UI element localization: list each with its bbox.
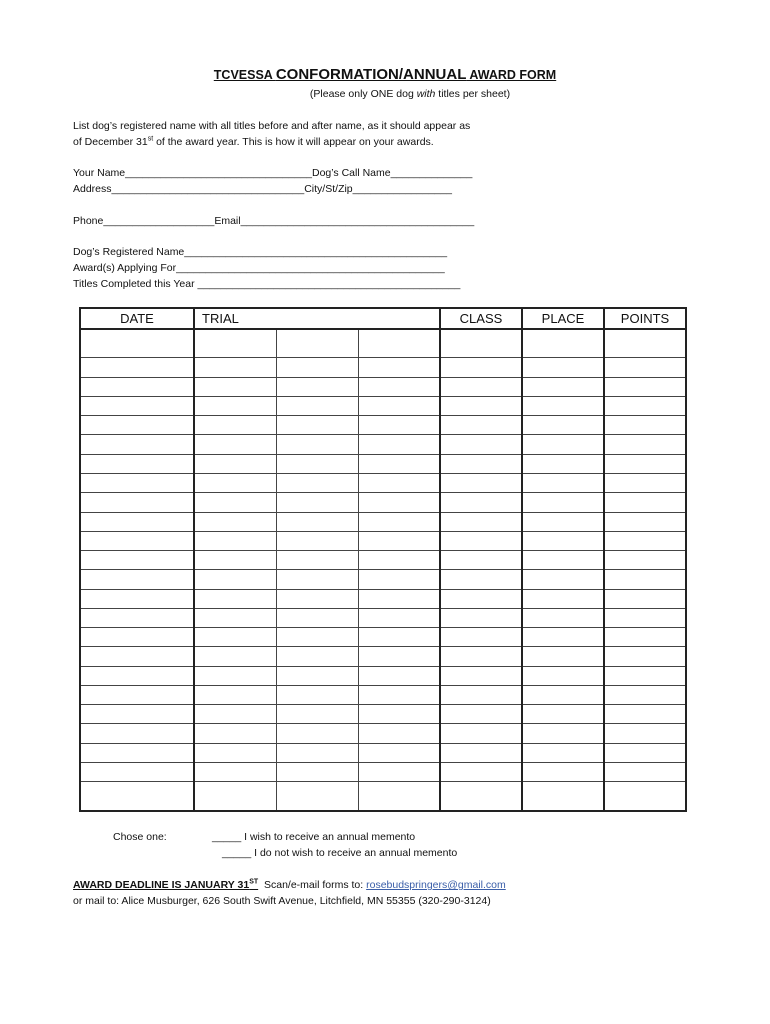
table-row bbox=[80, 493, 686, 512]
trial-cell[interactable] bbox=[276, 724, 358, 743]
trial-cell[interactable] bbox=[194, 647, 276, 666]
trial-cell[interactable] bbox=[194, 531, 276, 550]
trial-cell[interactable] bbox=[276, 647, 358, 666]
table-row bbox=[80, 762, 686, 781]
table-row bbox=[80, 705, 686, 724]
date-cell[interactable] bbox=[80, 396, 194, 415]
trial-cell[interactable] bbox=[358, 396, 440, 415]
points-cell[interactable] bbox=[604, 377, 686, 396]
titles-completed-field[interactable]: Titles Completed this Year _____________________________________________ bbox=[73, 278, 461, 290]
trial-cell[interactable] bbox=[358, 474, 440, 493]
class-cell[interactable] bbox=[440, 782, 522, 811]
points-cell[interactable] bbox=[604, 743, 686, 762]
trial-cell[interactable] bbox=[358, 570, 440, 589]
trial-cell[interactable] bbox=[194, 493, 276, 512]
class-cell[interactable] bbox=[440, 396, 522, 415]
date-cell[interactable] bbox=[80, 666, 194, 685]
date-cell[interactable] bbox=[80, 512, 194, 531]
trial-cell[interactable] bbox=[358, 724, 440, 743]
table-row bbox=[80, 782, 686, 811]
table-row bbox=[80, 724, 686, 743]
trial-cell[interactable] bbox=[358, 416, 440, 435]
address-field[interactable]: Address_________________________________City/St/Zip_________________ bbox=[73, 183, 452, 195]
trial-cell[interactable] bbox=[276, 705, 358, 724]
trial-cell[interactable] bbox=[358, 666, 440, 685]
trial-cell[interactable] bbox=[194, 782, 276, 811]
class-cell[interactable] bbox=[440, 647, 522, 666]
form-subtitle bbox=[0, 88, 770, 100]
deadline-before: AWARD DEADLINE IS JANUARY 31 bbox=[73, 879, 250, 891]
table-row bbox=[80, 551, 686, 570]
class-cell[interactable] bbox=[440, 474, 522, 493]
points-cell[interactable] bbox=[604, 454, 686, 473]
results-table bbox=[79, 307, 687, 812]
phone-email-field[interactable]: Phone___________________Email________________________________________ bbox=[73, 215, 475, 227]
trial-cell[interactable] bbox=[276, 531, 358, 550]
subtitle-after: titles per sheet) bbox=[435, 88, 511, 100]
trial-cell[interactable] bbox=[194, 435, 276, 454]
trial-cell[interactable] bbox=[194, 329, 276, 358]
trial-cell[interactable] bbox=[194, 628, 276, 647]
trial-cell[interactable] bbox=[276, 685, 358, 704]
points-cell[interactable] bbox=[604, 782, 686, 811]
trial-cell[interactable] bbox=[358, 512, 440, 531]
date-cell[interactable] bbox=[80, 782, 194, 811]
class-cell[interactable] bbox=[440, 377, 522, 396]
memento-option-yes[interactable]: _____ I wish to receive an annual memento bbox=[212, 831, 416, 843]
trial-cell[interactable] bbox=[194, 416, 276, 435]
place-cell[interactable] bbox=[522, 551, 604, 570]
instruction-line-2 bbox=[73, 136, 434, 149]
class-cell[interactable] bbox=[440, 743, 522, 762]
trial-cell[interactable] bbox=[276, 743, 358, 762]
place-cell[interactable] bbox=[522, 782, 604, 811]
points-cell[interactable] bbox=[604, 512, 686, 531]
points-cell[interactable] bbox=[604, 396, 686, 415]
trial-cell[interactable] bbox=[358, 531, 440, 550]
header-trial: TRIAL bbox=[194, 308, 440, 329]
class-cell[interactable] bbox=[440, 762, 522, 781]
points-cell[interactable] bbox=[604, 666, 686, 685]
table-header-row bbox=[80, 308, 686, 329]
place-cell[interactable] bbox=[522, 685, 604, 704]
trial-cell[interactable] bbox=[276, 329, 358, 358]
trial-cell[interactable] bbox=[358, 551, 440, 570]
trial-cell[interactable] bbox=[358, 435, 440, 454]
place-cell[interactable] bbox=[522, 724, 604, 743]
trial-cell[interactable] bbox=[276, 377, 358, 396]
instruction-line-2-sup: st bbox=[147, 135, 154, 143]
points-cell[interactable] bbox=[604, 474, 686, 493]
table-row bbox=[80, 531, 686, 550]
date-cell[interactable] bbox=[80, 416, 194, 435]
table-row bbox=[80, 608, 686, 627]
trial-cell[interactable] bbox=[358, 608, 440, 627]
trial-cell[interactable] bbox=[276, 396, 358, 415]
points-cell[interactable] bbox=[604, 551, 686, 570]
table-row bbox=[80, 647, 686, 666]
deadline-text bbox=[73, 879, 258, 891]
points-cell[interactable] bbox=[604, 762, 686, 781]
date-cell[interactable] bbox=[80, 608, 194, 627]
date-cell[interactable] bbox=[80, 454, 194, 473]
deadline-sup: ST bbox=[249, 878, 259, 886]
trial-cell[interactable] bbox=[358, 705, 440, 724]
class-cell[interactable] bbox=[440, 666, 522, 685]
your-name-field[interactable]: Your Name________________________________Dog’s Call Name______________ bbox=[73, 167, 473, 179]
header-points: POINTS bbox=[604, 308, 686, 329]
title-prefix: TCVESSA bbox=[213, 68, 276, 82]
trial-cell[interactable] bbox=[194, 608, 276, 627]
awards-applying-field[interactable]: Award(s) Applying For______________________________________________ bbox=[73, 262, 445, 274]
trial-cell[interactable] bbox=[276, 512, 358, 531]
trial-cell[interactable] bbox=[358, 685, 440, 704]
deadline-line bbox=[73, 879, 506, 892]
instruction-line-1: List dog’s registered name with all titles before and after name, as it should appear as bbox=[73, 120, 471, 132]
trial-cell[interactable] bbox=[194, 454, 276, 473]
date-cell[interactable] bbox=[80, 329, 194, 358]
trial-cell[interactable] bbox=[194, 551, 276, 570]
trial-cell[interactable] bbox=[276, 493, 358, 512]
date-cell[interactable] bbox=[80, 551, 194, 570]
trial-cell[interactable] bbox=[358, 377, 440, 396]
trial-cell[interactable] bbox=[358, 743, 440, 762]
class-cell[interactable] bbox=[440, 589, 522, 608]
trial-cell[interactable] bbox=[194, 743, 276, 762]
trial-cell[interactable] bbox=[358, 782, 440, 811]
trial-cell[interactable] bbox=[194, 358, 276, 377]
points-cell[interactable] bbox=[604, 358, 686, 377]
date-cell[interactable] bbox=[80, 474, 194, 493]
place-cell[interactable] bbox=[522, 743, 604, 762]
points-cell[interactable] bbox=[604, 628, 686, 647]
class-cell[interactable] bbox=[440, 329, 522, 358]
points-cell[interactable] bbox=[604, 685, 686, 704]
class-cell[interactable] bbox=[440, 435, 522, 454]
subtitle-before: (Please only ONE dog bbox=[309, 88, 417, 100]
table-row bbox=[80, 329, 686, 358]
class-cell[interactable] bbox=[440, 531, 522, 550]
place-cell[interactable] bbox=[522, 329, 604, 358]
place-cell[interactable] bbox=[522, 454, 604, 473]
trial-cell[interactable] bbox=[194, 724, 276, 743]
trial-cell[interactable] bbox=[276, 589, 358, 608]
date-cell[interactable] bbox=[80, 628, 194, 647]
trial-cell[interactable] bbox=[194, 474, 276, 493]
place-cell[interactable] bbox=[522, 705, 604, 724]
registered-name-field[interactable]: Dog’s Registered Name_____________________________________________ bbox=[73, 246, 448, 258]
trial-cell[interactable] bbox=[358, 589, 440, 608]
date-cell[interactable] bbox=[80, 589, 194, 608]
class-cell[interactable] bbox=[440, 512, 522, 531]
class-cell[interactable] bbox=[440, 628, 522, 647]
place-cell[interactable] bbox=[522, 762, 604, 781]
trial-cell[interactable] bbox=[194, 685, 276, 704]
class-cell[interactable] bbox=[440, 685, 522, 704]
date-cell[interactable] bbox=[80, 493, 194, 512]
date-cell[interactable] bbox=[80, 377, 194, 396]
class-cell[interactable] bbox=[440, 570, 522, 589]
trial-cell[interactable] bbox=[276, 435, 358, 454]
place-cell[interactable] bbox=[522, 570, 604, 589]
header-class: CLASS bbox=[440, 308, 522, 329]
date-cell[interactable] bbox=[80, 531, 194, 550]
class-cell[interactable] bbox=[440, 493, 522, 512]
trial-cell[interactable] bbox=[276, 474, 358, 493]
place-cell[interactable] bbox=[522, 628, 604, 647]
table-row bbox=[80, 454, 686, 473]
trial-cell[interactable] bbox=[276, 762, 358, 781]
place-cell[interactable] bbox=[522, 589, 604, 608]
trial-cell[interactable] bbox=[276, 416, 358, 435]
trial-cell[interactable] bbox=[276, 358, 358, 377]
place-cell[interactable] bbox=[522, 416, 604, 435]
place-cell[interactable] bbox=[522, 358, 604, 377]
place-cell[interactable] bbox=[522, 647, 604, 666]
trial-cell[interactable] bbox=[276, 454, 358, 473]
trial-cell[interactable] bbox=[358, 493, 440, 512]
points-cell[interactable] bbox=[604, 435, 686, 454]
date-cell[interactable] bbox=[80, 762, 194, 781]
header-date: DATE bbox=[80, 308, 194, 329]
table-row bbox=[80, 685, 686, 704]
class-cell[interactable] bbox=[440, 416, 522, 435]
table-row bbox=[80, 474, 686, 493]
memento-option-no[interactable]: _____ I do not wish to receive an annual memento bbox=[222, 847, 458, 859]
points-cell[interactable] bbox=[604, 608, 686, 627]
place-cell[interactable] bbox=[522, 396, 604, 415]
class-cell[interactable] bbox=[440, 724, 522, 743]
table-row bbox=[80, 435, 686, 454]
email-link[interactable]: rosebudspringers@gmail.com bbox=[366, 879, 506, 891]
trial-cell[interactable] bbox=[276, 666, 358, 685]
trial-cell[interactable] bbox=[276, 628, 358, 647]
class-cell[interactable] bbox=[440, 454, 522, 473]
subtitle-emphasis: with bbox=[416, 88, 436, 100]
class-cell[interactable] bbox=[440, 608, 522, 627]
points-cell[interactable] bbox=[604, 493, 686, 512]
table-row bbox=[80, 512, 686, 531]
choice-label: Chose one: bbox=[113, 831, 167, 843]
class-cell[interactable] bbox=[440, 705, 522, 724]
table-row bbox=[80, 628, 686, 647]
trial-cell[interactable] bbox=[194, 512, 276, 531]
scan-text: Scan/e-mail forms to: bbox=[258, 879, 367, 891]
date-cell[interactable] bbox=[80, 570, 194, 589]
points-cell[interactable] bbox=[604, 531, 686, 550]
table-row bbox=[80, 396, 686, 415]
points-cell[interactable] bbox=[604, 570, 686, 589]
trial-cell[interactable] bbox=[194, 705, 276, 724]
instruction-line-2-after: of the award year. This is how it will appear on your awards. bbox=[153, 136, 434, 148]
points-cell[interactable] bbox=[604, 589, 686, 608]
trial-cell[interactable] bbox=[276, 570, 358, 589]
date-cell[interactable] bbox=[80, 647, 194, 666]
trial-cell[interactable] bbox=[358, 454, 440, 473]
points-cell[interactable] bbox=[604, 329, 686, 358]
table-row bbox=[80, 570, 686, 589]
title-main: CONFORMATION/ANNUAL bbox=[275, 66, 467, 83]
trial-cell[interactable] bbox=[276, 608, 358, 627]
date-cell[interactable] bbox=[80, 705, 194, 724]
trial-cell[interactable] bbox=[194, 377, 276, 396]
place-cell[interactable] bbox=[522, 666, 604, 685]
trial-cell[interactable] bbox=[194, 589, 276, 608]
header-place: PLACE bbox=[522, 308, 604, 329]
form-title bbox=[0, 66, 770, 84]
date-cell[interactable] bbox=[80, 743, 194, 762]
trial-cell[interactable] bbox=[358, 762, 440, 781]
place-cell[interactable] bbox=[522, 512, 604, 531]
date-cell[interactable] bbox=[80, 435, 194, 454]
trial-cell[interactable] bbox=[276, 551, 358, 570]
table-row bbox=[80, 358, 686, 377]
place-cell[interactable] bbox=[522, 474, 604, 493]
table-row bbox=[80, 743, 686, 762]
table-row bbox=[80, 377, 686, 396]
trial-cell[interactable] bbox=[194, 666, 276, 685]
title-suffix: AWARD FORM bbox=[466, 68, 557, 82]
points-cell[interactable] bbox=[604, 647, 686, 666]
trial-cell[interactable] bbox=[358, 358, 440, 377]
trial-cell[interactable] bbox=[194, 396, 276, 415]
date-cell[interactable] bbox=[80, 724, 194, 743]
table-row bbox=[80, 589, 686, 608]
class-cell[interactable] bbox=[440, 358, 522, 377]
place-cell[interactable] bbox=[522, 435, 604, 454]
place-cell[interactable] bbox=[522, 531, 604, 550]
trial-cell[interactable] bbox=[276, 782, 358, 811]
place-cell[interactable] bbox=[522, 608, 604, 627]
trial-cell[interactable] bbox=[194, 762, 276, 781]
table-row bbox=[80, 416, 686, 435]
class-cell[interactable] bbox=[440, 551, 522, 570]
place-cell[interactable] bbox=[522, 377, 604, 396]
trial-cell[interactable] bbox=[194, 570, 276, 589]
mail-line: or mail to: Alice Musburger, 626 South Swift Avenue, Litchfield, MN 55355 (320-290-3124) bbox=[73, 895, 491, 907]
trial-cell[interactable] bbox=[358, 329, 440, 358]
instruction-line-2-before: of December 31 bbox=[73, 136, 148, 148]
points-cell[interactable] bbox=[604, 705, 686, 724]
points-cell[interactable] bbox=[604, 416, 686, 435]
date-cell[interactable] bbox=[80, 358, 194, 377]
trial-cell[interactable] bbox=[358, 647, 440, 666]
trial-cell[interactable] bbox=[358, 628, 440, 647]
date-cell[interactable] bbox=[80, 685, 194, 704]
points-cell[interactable] bbox=[604, 724, 686, 743]
place-cell[interactable] bbox=[522, 493, 604, 512]
table-row bbox=[80, 666, 686, 685]
